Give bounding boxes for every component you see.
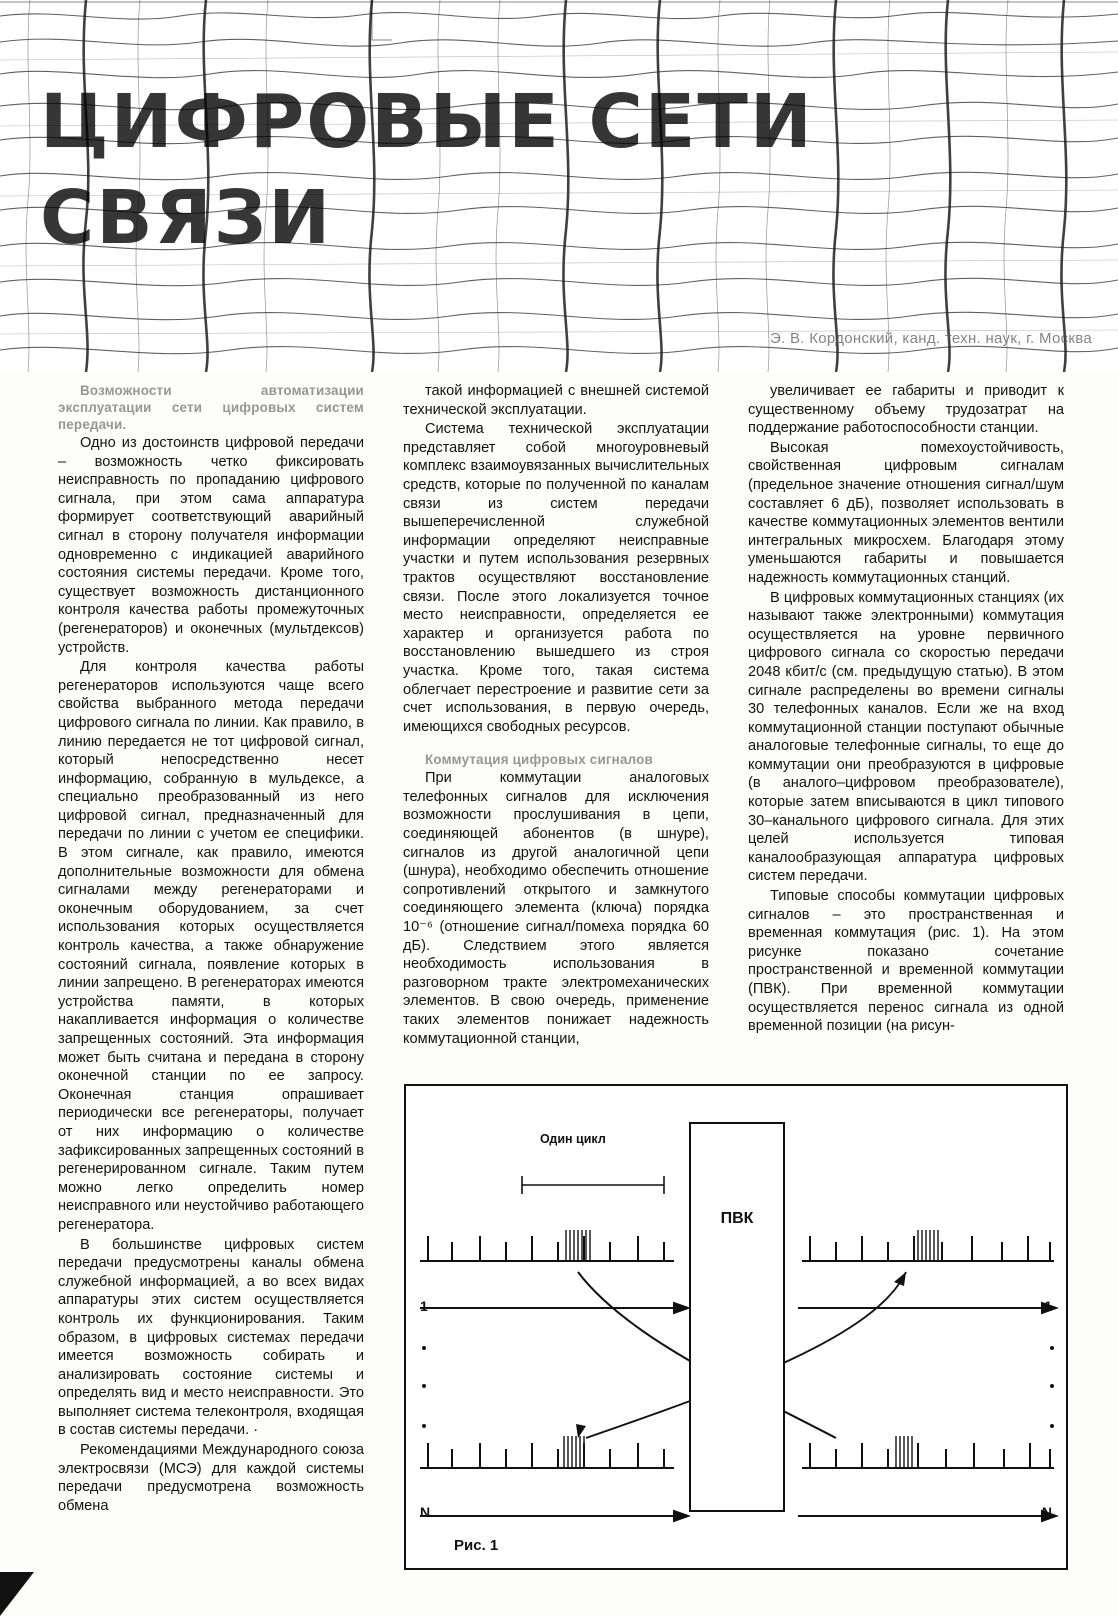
spacer [403, 736, 709, 751]
title-banner [0, 0, 1118, 372]
figure-1 [404, 1084, 1068, 1570]
pvk-label: ПВК [720, 1210, 754, 1227]
burst-left-bottom [564, 1436, 584, 1468]
paragraph: такой информацией с внешней системой технической эксплуатации. [403, 383, 709, 418]
figure-cycle-label: Один цикл [540, 1132, 606, 1146]
burst-left-top [566, 1230, 590, 1261]
axis-label-left-bottom: N [420, 1504, 431, 1520]
burst-right-top [918, 1230, 938, 1261]
paragraph: Рекомендациями Международного союза электросвязи (МСЭ) для каждой системы передачи предусмотрена возможность обмена [58, 1442, 364, 1514]
paragraph: Одно из достоинств цифровой передачи – возможность четко фиксировать неисправность по пропаданию цифрового сигнала, при этом сама аппаратура формирует соответствующий аварийный сигнал в сторону получателя информации одновременно с индикацией аварийного состояния системы передачи. Кроме того, существует возможность дистанционного контроля качества работы промежуточных (регенераторов) и оконечных (мультдексов) устройств. [58, 435, 364, 656]
paragraph: В большинстве цифровых систем передачи предусмотрены каналы обмена служебной информацией, а во всех видах аппаратуры этих систем осуществляется контроль их функционирования. Таким образом, в цифровых системах передачи имеется возможность собирать и анализировать состояние системы и определять вид и место неисправности. Это выполняет система телеконтроля, входящая в состав системы передачи. · [58, 1236, 364, 1439]
column-1 [58, 382, 364, 1515]
paragraph: В цифровых коммутационных станциях (их называют также электронными) коммутация осуществляется на уровне первичного цифрового сигнала со скоростью передачи 2048 кбит/с (см. предыдущую статью). В этом сигнале распределены во времени сигналы 30 телефонных каналов. Если же на вход коммутационной станции поступают обычные аналоговые телефонные сигналы, то еще до коммутации они преобразуются в цифровые (в аналого–цифровом преобразователе), которые затем вписываются в цикл типового 30–канального цифрового сигнала. Для этих целей используется типовая каналообразующая аппаратура цифровых систем передачи. [748, 589, 1064, 885]
paragraph: Высокая помехоустойчивость, свойственная цифровым сигналам (предельное значение отношения сигнал/шум составляет 6 дБ), позволяет использовать в качестве коммутационных элементов вентили интегральных микросхем. Благодаря этому уменьшаются габариты и повышается надежность коммутационных станций. [748, 439, 1064, 586]
axis-label-right-top: 1 [1044, 1298, 1052, 1314]
column-2 [403, 382, 709, 1048]
column-3 [748, 382, 1064, 1036]
page-corner-mark [0, 1572, 34, 1616]
column-1-subhead: Возможности автоматизации эксплуатации сети цифровых систем передачи. [58, 383, 364, 432]
paragraph: Типовые способы коммутации цифровых сигналов – это пространственная и временная коммутация (рис. 1). На этом рисунке показано сочетание пространственной и временной коммутации (ПВК). При временной коммутации осуществляется перенос сигнала из одной временной позиции (на рисун- [748, 888, 1064, 1035]
column-2-subhead: Коммутация цифровых сигналов [425, 752, 653, 768]
page-title [40, 79, 900, 262]
pvk-block [689, 1122, 785, 1512]
figure-caption: Рис. 1 [454, 1537, 499, 1554]
paragraph: Система технической эксплуатации представляет собой многоуровневый комплекс взаимоувязанных вычислительных средств, которые по полученной по каналам связи из систем передачи вышеперечисленной служебной информации определяют неисправные участки и путем использования резервных трактов осуществляют восстановление связи. После этого локализуется точное место неисправности, определяется ее характер и организуется работа по восстановлению вышедшего из строя участка. Кроме того, такая система облегчает перестроение и развитие сети за счет использования, в первую очередь, имеющихся свободных ресурсов. [403, 421, 709, 735]
axis-label-right-bottom: N [1041, 1504, 1052, 1520]
page-title-line1: ЦИФРОВЫЕ СЕТИ [40, 79, 814, 165]
paragraph: При коммутации аналоговых телефонных сигналов для исключения возможности прослушивания в цепи, соединяющей абонентов (в шнуре), сигналов из другой аналогичной цепи (шнура), необходимо обеспечить отношение сопротивлений открытого и замкнутого соединяющего элемента (ключа) порядка 10⁻⁶ (отношение сигнал/помеха порядка 60 дБ). Следствием этого является необходимость использования в разговорном тракте электромеханических элементов. В свою очередь, применение таких элементов понижает надежность коммутационной станции, [403, 770, 709, 1047]
author-byline: Э. В. Кордонский, канд. техн. наук, г. Москва [769, 330, 1092, 347]
paragraph: увеличивает ее габариты и приводит к существенному объему трудозатрат на поддержание работоспособности станции. [748, 383, 1064, 437]
paragraph: Для контроля качества работы регенераторов используются чаще всего свойства выбранного метода передачи цифрового сигнала по линии. Как правило, в линию передается не тот цифровой сигнал, который непосредственно несет информацию, собранную в мульдексе, а специально преобразованный из него цифровой сигнал, предназначенный для передачи по линии с учетом ее специфики. В этом сигнале, как правило, имеются дополнительные возможности для обмена сигналами между регенераторами и оконечным оборудованием, за счет использования которых осуществляется контроль качества, а также обнаружение состояний сигнала, появление которых в линии запрещено. В регенераторах имеются устройства памяти, в которых накапливается информация о количестве запрещенных состояний. Эта информация может быть считана и передана в сторону оконечной станции по ее запросу. Оконечная станция опрашивает периодически все регенераторы, получает от них информацию о количестве зафиксированных запрещенных состояний в регенерированном сигнале. Таким путем можно легко определить номер неисправного или неустойчиво работающего регенератора. [58, 659, 364, 1233]
page-title-line2: СВЯЗИ [40, 175, 333, 262]
burst-right-bottom [896, 1436, 912, 1468]
axis-label-left-top: 1 [420, 1298, 428, 1314]
